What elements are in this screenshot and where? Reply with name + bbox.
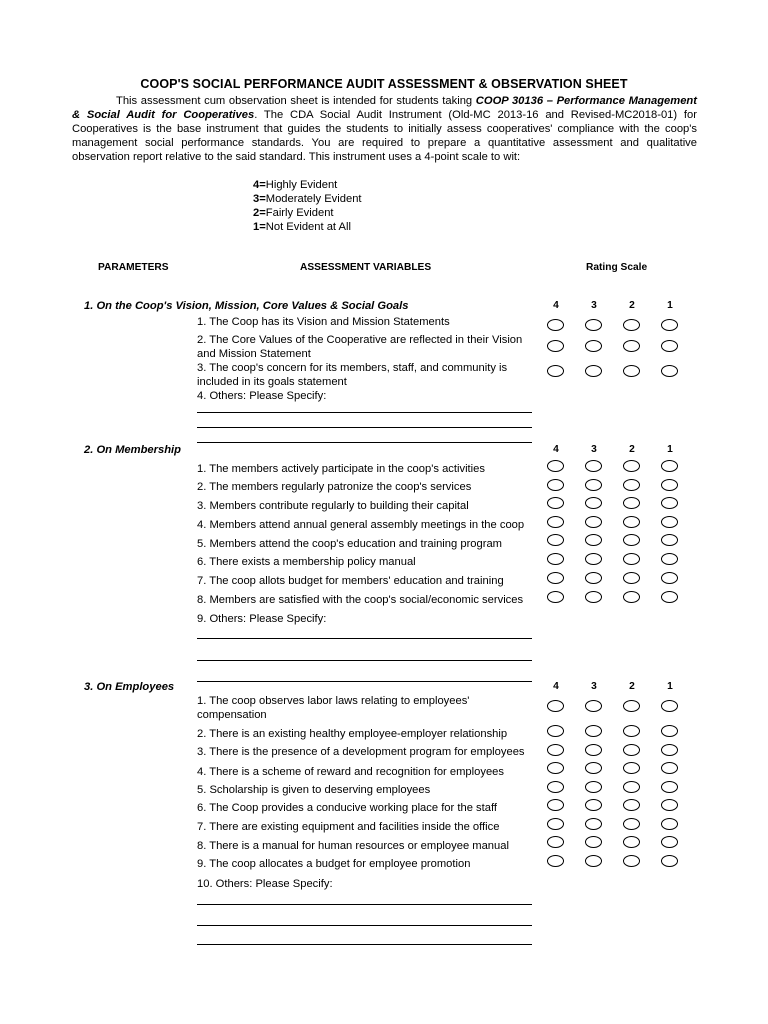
rating-option-3[interactable]	[585, 818, 602, 830]
assessment-variables-header: ASSESSMENT VARIABLES	[300, 262, 432, 273]
rating-option-1[interactable]	[661, 516, 678, 528]
rating-option-4[interactable]	[547, 572, 564, 584]
rating-option-3[interactable]	[585, 799, 602, 811]
scale-label: Highly Evident	[265, 179, 338, 191]
scale-num: 3=	[253, 193, 266, 205]
rating-option-3[interactable]	[585, 781, 602, 793]
rating-option-4[interactable]	[547, 365, 564, 377]
assessment-item: 2. There is an existing healthy employee-employer relationship	[197, 728, 508, 740]
section-title: 3. On Employees	[84, 681, 175, 693]
rating-option-3[interactable]	[585, 479, 602, 491]
assessment-item: 4. There is a scheme of reward and recognition for employees	[197, 766, 504, 778]
assessment-item: 2. The members regularly patronize the coop's services	[197, 481, 472, 493]
others-answer-line[interactable]	[197, 944, 532, 945]
rating-option-4[interactable]	[547, 516, 564, 528]
rating-scale-header: Rating Scale	[586, 262, 648, 273]
assessment-item: 1. The coop observes labor laws relating to employees' compensation	[197, 695, 470, 721]
rating-option-1[interactable]	[661, 700, 678, 712]
rating-option-2[interactable]	[623, 479, 640, 491]
rating-column-label: 3	[591, 681, 597, 692]
rating-option-3[interactable]	[585, 319, 602, 331]
others-answer-line[interactable]	[197, 904, 532, 905]
scale-num: 4=	[253, 179, 266, 191]
scale-label: Not Evident at All	[265, 221, 351, 233]
rating-option-1[interactable]	[661, 744, 678, 756]
rating-option-2[interactable]	[623, 340, 640, 352]
rating-option-2[interactable]	[623, 460, 640, 472]
rating-option-3[interactable]	[585, 855, 602, 867]
others-answer-line[interactable]	[197, 442, 532, 443]
rating-option-2[interactable]	[623, 799, 640, 811]
scale-legend	[253, 178, 362, 234]
rating-option-4[interactable]	[547, 744, 564, 756]
intro-pre: This assessment cum observation sheet is intended for students taking	[116, 95, 476, 107]
rating-option-2[interactable]	[623, 534, 640, 546]
assessment-item: 9. The coop allocates a budget for employee promotion	[197, 858, 471, 870]
assessment-item: 1. The Coop has its Vision and Mission Statements	[197, 316, 450, 328]
rating-column-label: 4	[553, 681, 559, 692]
rating-option-4[interactable]	[547, 818, 564, 830]
parameters-header: PARAMETERS	[98, 262, 169, 273]
rating-option-4[interactable]	[547, 781, 564, 793]
rating-option-2[interactable]	[623, 553, 640, 565]
assessment-item: 4. Members attend annual general assembly meetings in the coop	[197, 519, 525, 531]
assessment-item: 6. There exists a membership policy manual	[197, 556, 416, 568]
others-answer-line[interactable]	[197, 427, 532, 428]
rating-option-1[interactable]	[661, 818, 678, 830]
assessment-item: 3. There is the presence of a development program for employees	[197, 746, 525, 758]
scale-row	[253, 220, 362, 234]
rating-option-4[interactable]	[547, 340, 564, 352]
assessment-item: 8. Members are satisfied with the coop's social/economic services	[197, 594, 524, 606]
rating-column-label: 2	[629, 444, 635, 455]
others-specify-label: 9. Others: Please Specify:	[197, 613, 327, 625]
rating-option-1[interactable]	[661, 836, 678, 848]
others-answer-line[interactable]	[197, 638, 532, 639]
section-title: 2. On Membership	[84, 444, 181, 456]
others-answer-line[interactable]	[197, 660, 532, 661]
rating-option-3[interactable]	[585, 497, 602, 509]
rating-column-label: 3	[591, 300, 597, 311]
rating-option-2[interactable]	[623, 836, 640, 848]
rating-option-1[interactable]	[661, 725, 678, 737]
rating-option-1[interactable]	[661, 572, 678, 584]
rating-option-2[interactable]	[623, 818, 640, 830]
rating-option-1[interactable]	[661, 319, 678, 331]
section-title: 1. On the Coop's Vision, Mission, Core Values & Social Goals	[84, 300, 409, 312]
rating-option-4[interactable]	[547, 479, 564, 491]
rating-option-4[interactable]	[547, 534, 564, 546]
rating-option-4[interactable]	[547, 497, 564, 509]
rating-option-1[interactable]	[661, 365, 678, 377]
rating-option-4[interactable]	[547, 762, 564, 774]
scale-num: 1=	[253, 221, 266, 233]
assessment-item: 6. The Coop provides a conducive working place for the staff	[197, 802, 497, 814]
rating-option-1[interactable]	[661, 591, 678, 603]
rating-option-2[interactable]	[623, 781, 640, 793]
rating-option-3[interactable]	[585, 762, 602, 774]
rating-option-1[interactable]	[661, 781, 678, 793]
others-answer-line[interactable]	[197, 412, 532, 413]
rating-option-3[interactable]	[585, 591, 602, 603]
rating-column-label: 2	[629, 681, 635, 692]
rating-column-label: 1	[667, 300, 673, 311]
intro-paragraph	[72, 94, 697, 164]
scale-num: 2=	[253, 207, 266, 219]
rating-option-3[interactable]	[585, 700, 602, 712]
scale-row	[253, 206, 362, 220]
rating-option-2[interactable]	[623, 762, 640, 774]
rating-option-2[interactable]	[623, 744, 640, 756]
rating-option-1[interactable]	[661, 855, 678, 867]
scale-row	[253, 192, 362, 206]
rating-option-2[interactable]	[623, 855, 640, 867]
rating-option-3[interactable]	[585, 744, 602, 756]
scale-label: Fairly Evident	[265, 207, 334, 219]
assessment-item: 3. Members contribute regularly to building their capital	[197, 500, 469, 512]
rating-option-3[interactable]	[585, 553, 602, 565]
rating-option-3[interactable]	[585, 365, 602, 377]
rating-option-2[interactable]	[623, 497, 640, 509]
rating-option-4[interactable]	[547, 725, 564, 737]
others-specify-label: 10. Others: Please Specify:	[197, 878, 333, 890]
rating-option-1[interactable]	[661, 553, 678, 565]
rating-column-label: 1	[667, 681, 673, 692]
rating-option-1[interactable]	[661, 479, 678, 491]
rating-option-3[interactable]	[585, 725, 602, 737]
rating-option-3[interactable]	[585, 534, 602, 546]
others-specify-label: 4. Others: Please Specify:	[197, 390, 327, 402]
rating-option-1[interactable]	[661, 799, 678, 811]
page-title: COOP'S SOCIAL PERFORMANCE AUDIT ASSESSMENT & OBSERVATION SHEET	[140, 77, 628, 91]
rating-option-2[interactable]	[623, 591, 640, 603]
course-name: COOP 30136 – Performance Management & Social Audit for Cooperatives	[72, 95, 697, 121]
rating-option-4[interactable]	[547, 799, 564, 811]
rating-option-3[interactable]	[585, 836, 602, 848]
rating-option-2[interactable]	[623, 572, 640, 584]
intro-post: . The CDA Social Audit Instrument (Old-MC 2013-16 and Revised-MC2018-01) for Cooperatives is the base instrument that guides the students to initially assess cooperatives' compliance with the coop's management social performance standards. You are required to prepare a quantitative assessment and qualitative observation report relative to the said standard. This instrument uses a 4-point scale to wit:	[72, 109, 697, 163]
rating-option-4[interactable]	[547, 855, 564, 867]
rating-option-1[interactable]	[661, 497, 678, 509]
rating-option-4[interactable]	[547, 553, 564, 565]
rating-option-4[interactable]	[547, 836, 564, 848]
rating-option-4[interactable]	[547, 319, 564, 331]
rating-option-2[interactable]	[623, 516, 640, 528]
rating-column-label: 4	[553, 300, 559, 311]
assessment-item: 5. Members attend the coop's education and training program	[197, 538, 503, 550]
scale-row	[253, 178, 362, 192]
rating-option-4[interactable]	[547, 460, 564, 472]
rating-option-1[interactable]	[661, 340, 678, 352]
scale-label: Moderately Evident	[265, 193, 362, 205]
others-answer-line[interactable]	[197, 681, 532, 682]
rating-option-1[interactable]	[661, 460, 678, 472]
assessment-item: 7. The coop allots budget for members' education and training	[197, 575, 504, 587]
assessment-item: 2. The Core Values of the Cooperative are reflected in their Vision and Mission Statement	[197, 334, 523, 360]
rating-option-1[interactable]	[661, 534, 678, 546]
assessment-item: 1. The members actively participate in the coop's activities	[197, 463, 485, 475]
rating-option-3[interactable]	[585, 340, 602, 352]
rating-option-3[interactable]	[585, 516, 602, 528]
assessment-item: 3. The coop's concern for its members, staff, and community is included in its goals statement	[197, 362, 508, 388]
rating-option-3[interactable]	[585, 460, 602, 472]
rating-option-2[interactable]	[623, 319, 640, 331]
rating-option-1[interactable]	[661, 762, 678, 774]
rating-option-2[interactable]	[623, 725, 640, 737]
rating-option-2[interactable]	[623, 700, 640, 712]
assessment-item: 5. Scholarship is given to deserving employees	[197, 784, 431, 796]
rating-column-label: 1	[667, 444, 673, 455]
rating-column-label: 3	[591, 444, 597, 455]
rating-option-3[interactable]	[585, 572, 602, 584]
others-answer-line[interactable]	[197, 925, 532, 926]
rating-option-2[interactable]	[623, 365, 640, 377]
assessment-item: 8. There is a manual for human resources or employee manual	[197, 840, 509, 852]
rating-option-4[interactable]	[547, 591, 564, 603]
rating-column-label: 2	[629, 300, 635, 311]
rating-column-label: 4	[553, 444, 559, 455]
assessment-item: 7. There are existing equipment and facilities inside the office	[197, 821, 500, 833]
rating-option-4[interactable]	[547, 700, 564, 712]
